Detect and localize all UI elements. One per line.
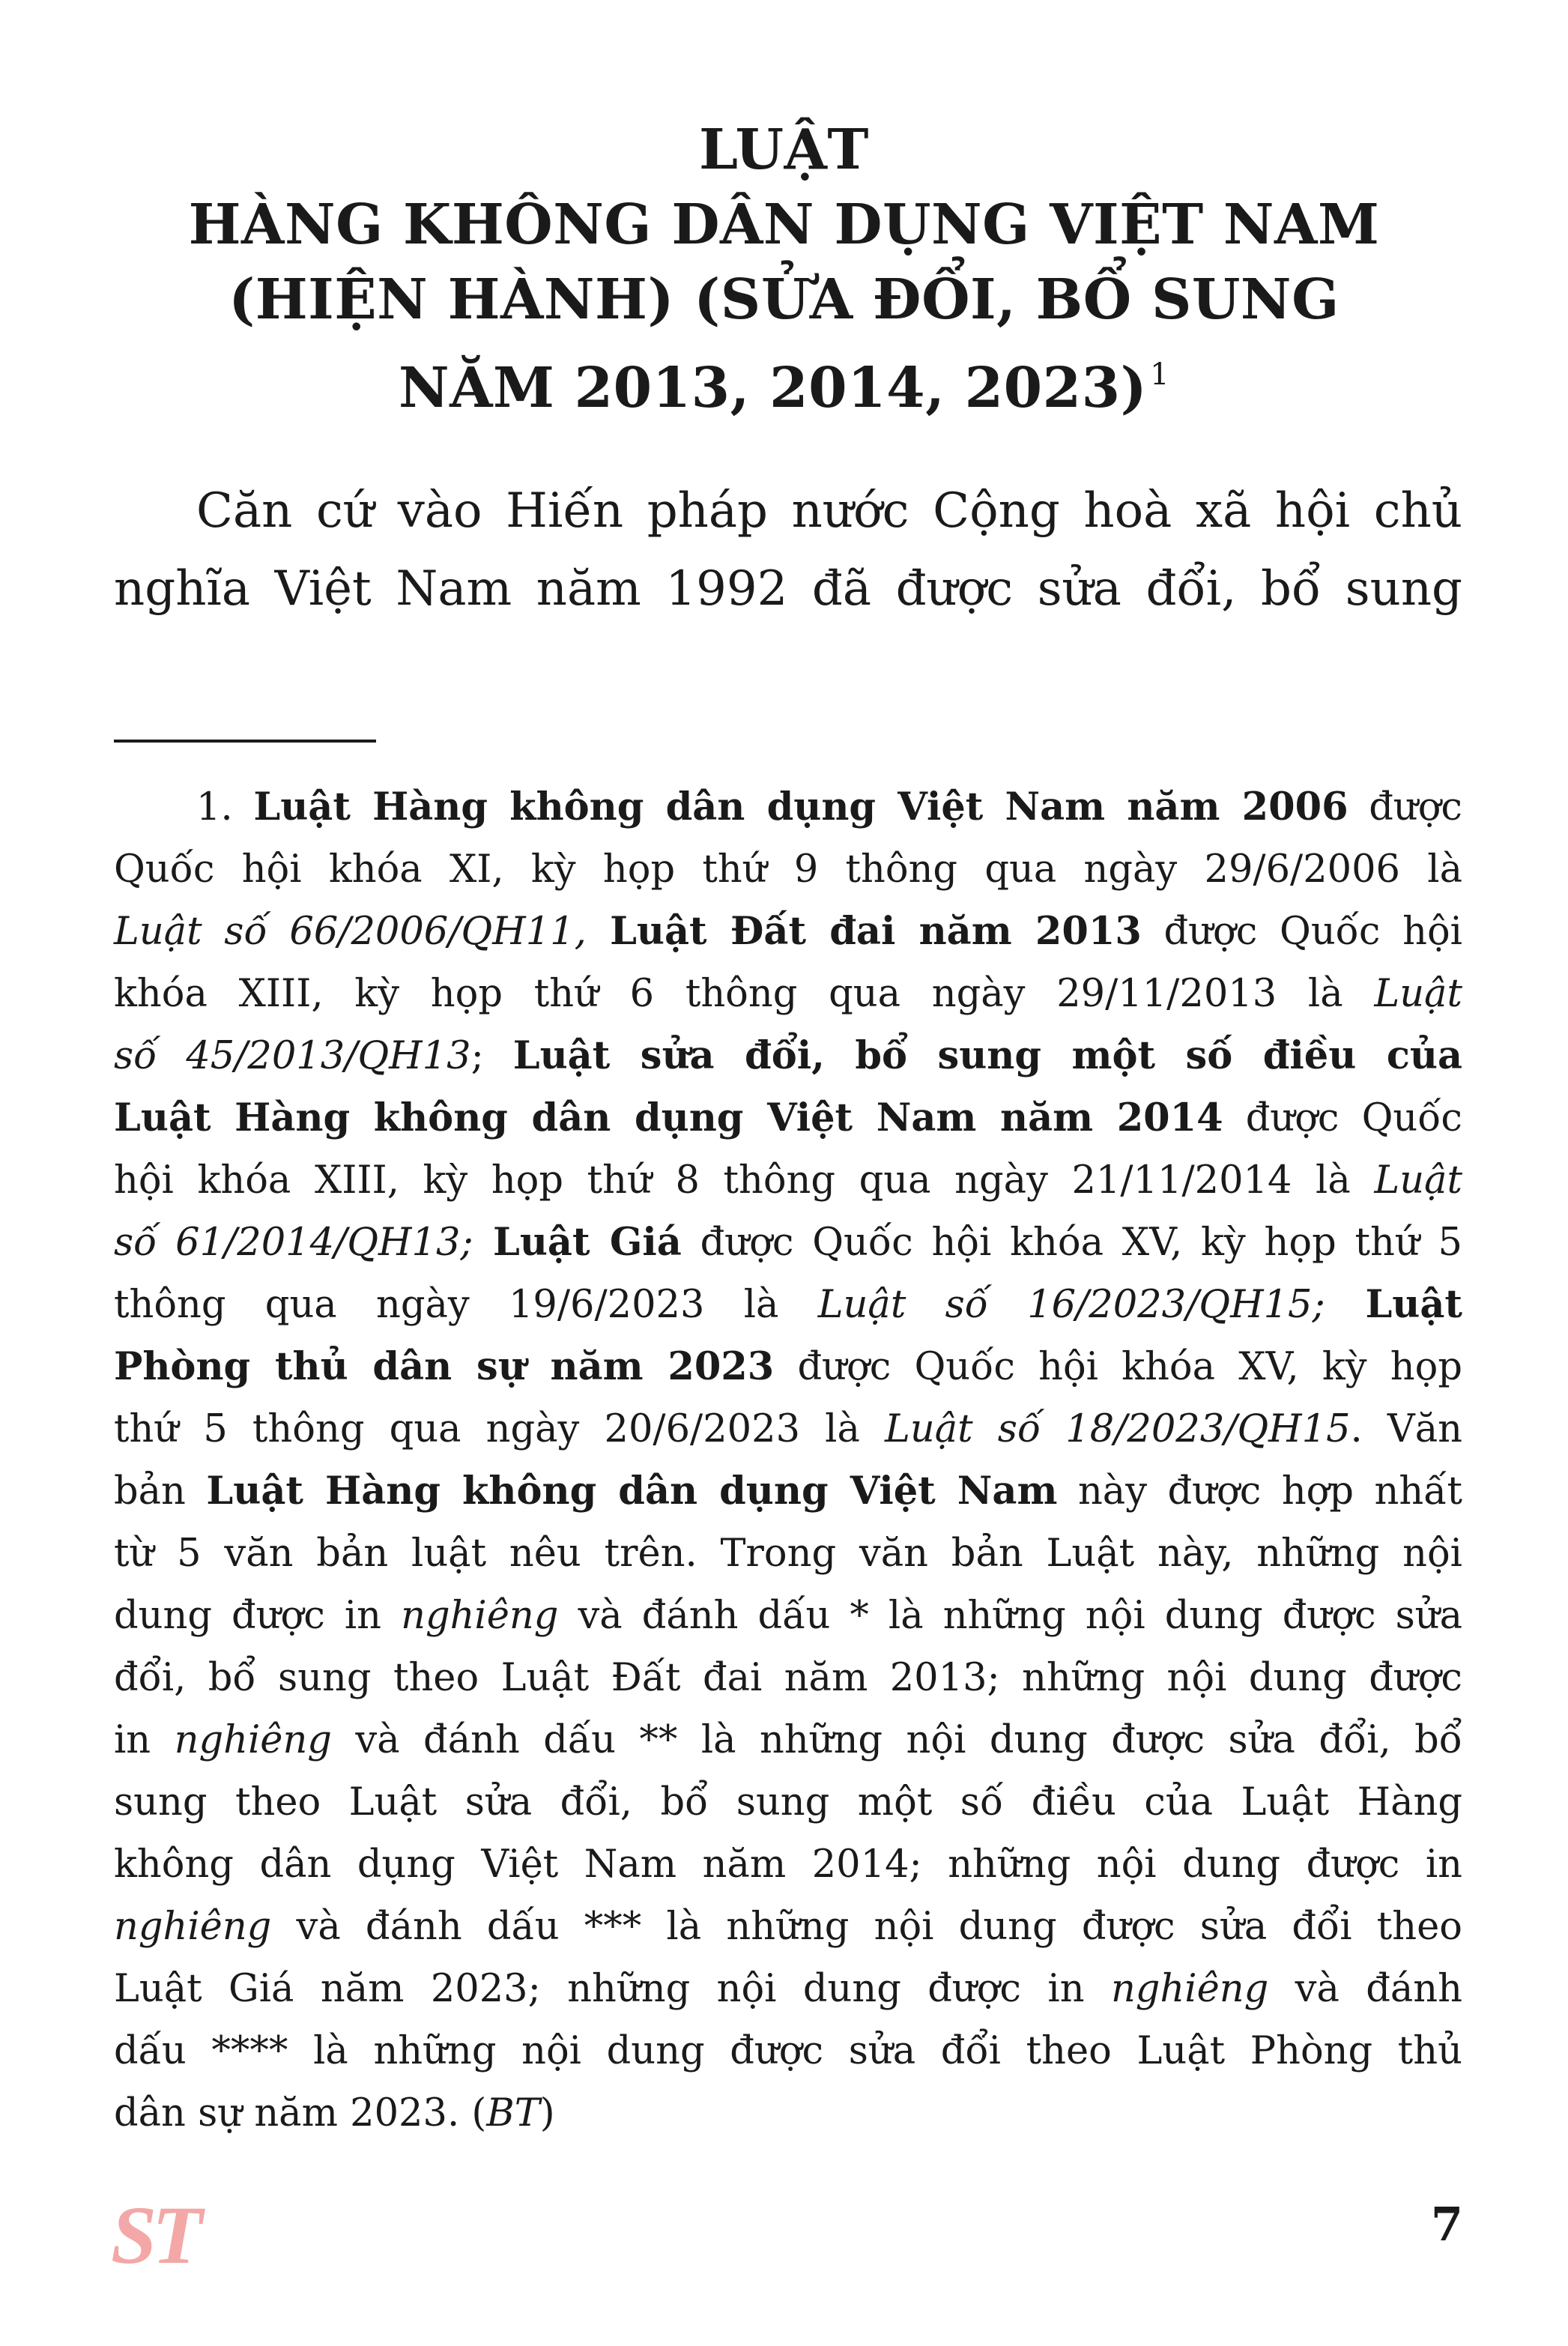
footnote-line	[114, 1398, 1462, 1460]
footnote-line	[114, 1585, 1462, 1647]
fn-text: thứ 5 thông qua ngày 20/6/2023 là	[114, 1407, 886, 1451]
fn-bold: Luật Giá	[473, 1220, 682, 1265]
fn-text: và đánh dấu ** là những nội dung được sửa đổi, bổ	[331, 1718, 1462, 1762]
fn-text: )	[539, 2091, 555, 2135]
footnote-line	[114, 1274, 1462, 1336]
footnote-line	[114, 1709, 1462, 1771]
title-line-4	[112, 337, 1456, 426]
fn-text: khóa XIII, kỳ họp thứ 6 thông qua ngày 29/11/2013 là	[114, 972, 1375, 1016]
title-line-1: LUẬT	[699, 118, 869, 182]
title-line-2: HÀNG KHÔNG DÂN DỤNG VIỆT NAM	[188, 193, 1380, 257]
footnote-line	[114, 1336, 1462, 1398]
footnote-line	[114, 776, 1462, 838]
footnote-divider	[114, 740, 376, 743]
footnote-line: dấu **** là những nội dung được sửa đổi theo Luật Phòng thủ	[114, 2029, 1462, 2073]
fn-italic: nghiêng	[174, 1718, 332, 1762]
footnote-line	[114, 2082, 1462, 2144]
fn-text: dân sự năm 2023. (	[114, 2091, 487, 2135]
publisher-logo: ST	[111, 2189, 199, 2281]
fn-italic: nghiêng	[114, 1905, 272, 1949]
footnote-line	[114, 1212, 1462, 1274]
footnote-line: từ 5 văn bản luật nêu trên. Trong văn bản Luật này, những nội	[114, 1532, 1462, 1576]
footnote-line	[114, 1896, 1462, 1958]
footnote-line	[114, 1087, 1462, 1149]
footnote-line	[114, 1460, 1462, 1523]
fn-italic: số 61/2014/QH13;	[114, 1221, 473, 1265]
fn-text: được Quốc	[1223, 1096, 1462, 1140]
footnote-line	[114, 963, 1462, 1025]
fn-text: ;	[470, 1034, 513, 1078]
fn-text: được Quốc hội khóa XV, kỳ họp thứ 5	[681, 1221, 1463, 1265]
fn-text: bản	[114, 1469, 207, 1514]
footnote-line: đổi, bổ sung theo Luật Đất đai năm 2013; những nội dung được	[114, 1656, 1462, 1700]
fn-bold: Luật Đất đai năm 2013	[586, 909, 1142, 954]
fn-bold: Luật	[1325, 1282, 1462, 1327]
fn-text: in	[114, 1718, 175, 1762]
fn-text: . Văn	[1350, 1407, 1462, 1451]
fn-italic: Luật số 16/2023/QH15;	[817, 1283, 1325, 1327]
fn-italic: nghiêng	[1110, 1967, 1269, 2011]
fn-bold: Luật Hàng không dân dụng Việt Nam	[206, 1469, 1058, 1514]
fn-text: và đánh dấu *** là những nội dung được sửa đổi theo	[271, 1905, 1462, 1949]
document-title	[112, 112, 1456, 426]
body-paragraph	[114, 472, 1462, 628]
footnote-line: không dân dụng Việt Nam năm 2014; những nội dung được in	[114, 1842, 1462, 1887]
footnote-line	[114, 1958, 1462, 2020]
fn-bold: Luật Hàng không dân dụng Việt Nam năm 2006	[253, 784, 1348, 829]
footnote-line	[114, 1025, 1462, 1087]
page-number: 7	[1430, 2197, 1463, 2252]
title-line-4-text: NĂM 2013, 2014, 2023)	[398, 356, 1148, 420]
fn-italic: Luật	[1374, 1158, 1462, 1203]
fn-italic: số 45/2013/QH13	[114, 1034, 471, 1078]
footnote-line: Quốc hội khóa XI, kỳ họp thứ 9 thông qua ngày 29/6/2006 là	[114, 847, 1462, 892]
footnote-line: sung theo Luật sửa đổi, bổ sung một số điều của Luật Hàng	[114, 1780, 1462, 1825]
fn-italic: nghiêng	[401, 1594, 559, 1638]
fn-text: 1.	[196, 785, 254, 829]
fn-text: và đánh	[1268, 1967, 1463, 2011]
fn-text: Luật Giá năm 2023; những nội dung được in	[114, 1967, 1111, 2011]
fn-italic: Luật số 18/2023/QH15	[885, 1407, 1351, 1451]
fn-text: được Quốc hội khóa XV, kỳ họp	[774, 1345, 1462, 1389]
body-line-1: Căn cứ vào Hiến pháp nước Cộng hoà xã hội chủ	[196, 483, 1462, 539]
fn-bold: Luật sửa đổi, bổ sung một số điều của	[512, 1033, 1462, 1078]
fn-text: và đánh dấu * là những nội dung được sửa	[558, 1594, 1462, 1638]
fn-text: được	[1348, 785, 1462, 829]
fn-text: hội khóa XIII, kỳ họp thứ 8 thông qua ngày 21/11/2014 là	[114, 1158, 1375, 1203]
footnote	[114, 776, 1462, 2144]
footnote-line	[114, 1149, 1462, 1212]
fn-bold: Luật Hàng không dân dụng Việt Nam năm 2014	[114, 1095, 1223, 1140]
fn-text: này được hợp nhất	[1057, 1469, 1462, 1514]
fn-italic: Luật	[1374, 972, 1462, 1016]
fn-text: dung được in	[114, 1594, 402, 1638]
body-line-2: nghĩa Việt Nam năm 1992 đã được sửa đổi, bổ sung	[114, 561, 1462, 617]
fn-bold: Phòng thủ dân sự năm 2023	[114, 1344, 775, 1389]
fn-italic: BT	[486, 2091, 540, 2135]
fn-text: được Quốc hội	[1141, 910, 1462, 954]
fn-italic: Luật số 66/2006/QH11,	[114, 910, 587, 954]
footnote-line	[114, 901, 1462, 963]
fn-text: thông qua ngày 19/6/2023 là	[114, 1283, 818, 1327]
title-line-3: (HIỆN HÀNH) (SỬA ĐỔI, BỔ SUNG	[228, 267, 1340, 332]
footnote-reference[interactable]: 1	[1150, 357, 1170, 392]
